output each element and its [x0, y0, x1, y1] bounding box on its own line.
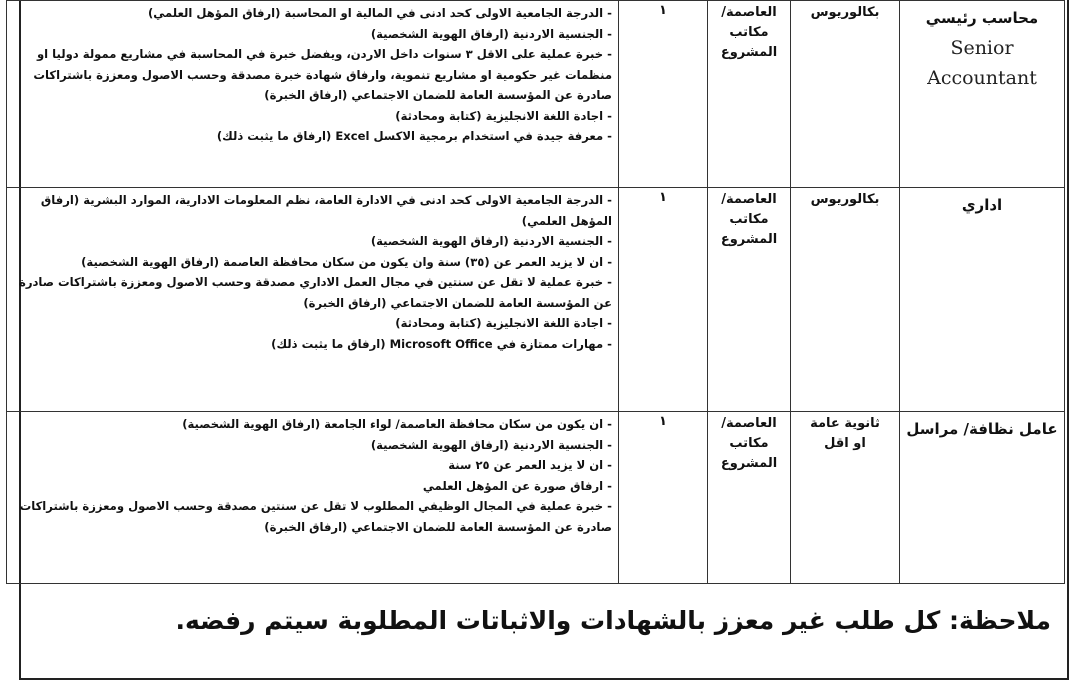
- job-title-ar: اداري: [961, 196, 1003, 214]
- job-title-en: Accountant: [927, 67, 1037, 89]
- count-cell: [619, 188, 708, 412]
- location-line: المشروع: [720, 456, 778, 471]
- location-line: مكاتب: [729, 25, 769, 40]
- qualification-cell: [791, 188, 900, 412]
- job-title-cell: [900, 188, 1065, 412]
- requirement-item: - معرفة جيدة في استخدام برمجية الاكسل Excel (ارفاق ما يثبت ذلك): [216, 129, 612, 143]
- table-row: [7, 188, 1065, 412]
- requirement-item: - ان يكون من سكان محافظة العاصمة/ لواء الجامعة (ارفاق الهوية الشخصية): [182, 417, 612, 431]
- qualification-cell: [791, 1, 900, 188]
- requirement-item: - ان لا يزيد العمر عن ٢٥ سنة: [448, 458, 612, 472]
- requirement-item: - خبرة عملية لا تقل عن سنتين في مجال العمل الاداري مصدقة وحسب الاصول ومعززة باشتراكات صادرة عن المؤسسة العامة للضمان الاجتماعي (ارفاق الخبرة): [18, 275, 612, 310]
- requirement-item: - ان لا يزيد العمر عن (٣٥) سنة وان يكون من سكان محافظة العاصمة (ارفاق الهوية الشخصية): [81, 254, 612, 269]
- location-line: العاصمة/: [721, 192, 777, 207]
- qualification-text: او اقل: [824, 436, 866, 451]
- requirement-item: - الجنسية الاردنية (ارفاق الهوية الشخصية): [370, 437, 612, 452]
- location-cell: [708, 188, 791, 412]
- qualification-cell: [791, 412, 900, 584]
- jobs-table: [6, 0, 1065, 584]
- count-text: ١: [659, 414, 667, 429]
- job-title-ar: محاسب رئيسي: [925, 9, 1039, 27]
- requirement-item: - الدرجة الجامعية الاولى كحد ادنى في المالية او المحاسبة (ارفاق المؤهل العلمي): [147, 6, 612, 20]
- requirement-item: - اجادة اللغة الانجليزية (كتابة ومحادثة): [395, 108, 612, 123]
- job-title-ar: عامل نظافة/ مراسل: [906, 420, 1058, 438]
- requirement-item: - خبرة عملية في المجال الوظيفي المطلوب لا تقل عن سنتين مصدقة وحسب الاصول ومعززة باشتراكات صادرة عن المؤسسة العامة للضمان الاجتماعي (ارفاق الخبرة): [19, 499, 612, 534]
- count-cell: [619, 412, 708, 584]
- location-line: العاصمة/: [721, 416, 777, 431]
- count-cell: [619, 1, 708, 188]
- location-cell: [708, 412, 791, 584]
- requirements-cell: [7, 412, 619, 584]
- rejection-note: ملاحظة: كل طلب غير معزز بالشهادات والاثباتات المطلوبة سيتم رفضه.: [175, 606, 1051, 635]
- table-row: [7, 1, 1065, 188]
- job-title-cell: [900, 1, 1065, 188]
- requirements-cell: [7, 188, 619, 412]
- location-cell: [708, 1, 791, 188]
- location-line: المشروع: [720, 45, 778, 60]
- requirement-item: - مهارات ممتازة في Microsoft Office (ارفاق ما يثبت ذلك): [271, 336, 612, 351]
- requirement-item: - الجنسية الاردنية (ارفاق الهوية الشخصية): [370, 234, 612, 248]
- requirement-item: - الجنسية الاردنية (ارفاق الهوية الشخصية): [370, 26, 612, 41]
- table-row: [7, 412, 1065, 584]
- location-line: مكاتب: [729, 436, 769, 451]
- qualification-text: ثانوية عامة: [810, 416, 880, 431]
- location-line: العاصمة/: [721, 5, 777, 20]
- count-text: ١: [659, 190, 667, 205]
- count-text: ١: [659, 3, 667, 18]
- job-title-en: Senior: [950, 37, 1014, 59]
- requirement-item: - اجادة اللغة الانجليزية (كتابة ومحادثة): [395, 316, 612, 330]
- location-line: مكاتب: [729, 212, 769, 227]
- requirements-cell: [7, 1, 619, 188]
- requirement-item: - ارفاق صورة عن المؤهل العلمي: [422, 478, 612, 493]
- requirement-item: - خبرة عملية على الاقل ٣ سنوات داخل الاردن، ويفضل خبرة في المحاسبة في مشاريع ممولة دوليا او منظمات غير حكومية او مشاريع تنموية، وارفاق شهادة خبرة مصدقة وحسب الاصول ومعززة باشتراكات صادرة عن المؤسسة العامة للضمان الاجتماعي (ارفاق الخبرة): [33, 47, 612, 102]
- qualification-text: بكالوريوس: [810, 192, 880, 207]
- job-title-cell: [900, 412, 1065, 584]
- qualification-text: بكالوريوس: [810, 5, 880, 20]
- requirement-item: - الدرجة الجامعية الاولى كحد ادنى في الادارة العامة، نظم المعلومات الادارية، الموارد البشرية (ارفاق المؤهل العلمي): [40, 193, 612, 228]
- location-line: المشروع: [720, 232, 778, 247]
